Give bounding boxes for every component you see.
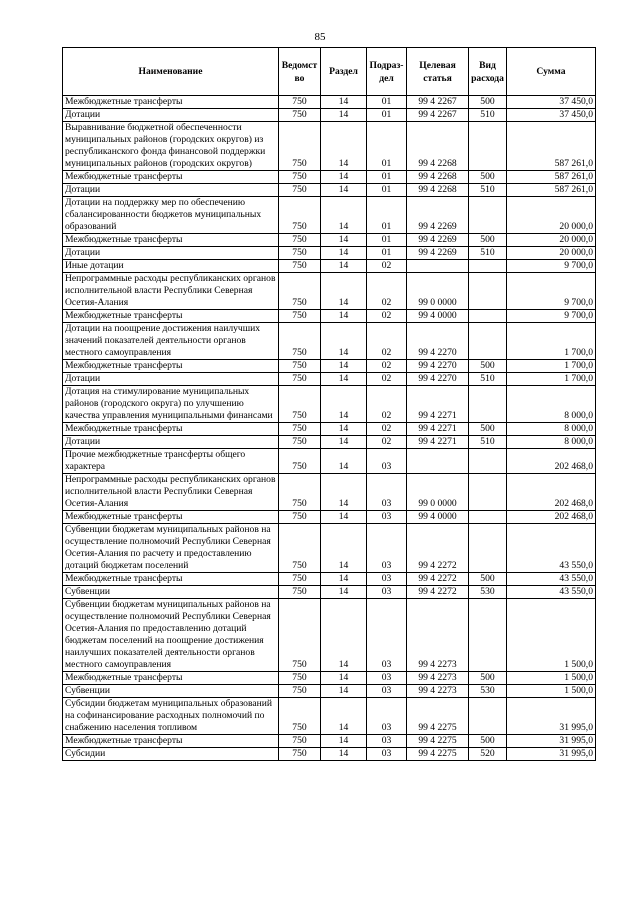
cell-kind: 500	[469, 171, 507, 184]
cell-ministry: 750	[279, 436, 321, 449]
cell-ministry: 750	[279, 260, 321, 273]
cell-subsection: 01	[367, 234, 407, 247]
cell-name: Межбюджетные трансферты	[63, 234, 279, 247]
cell-target: 99 4 0000	[407, 511, 469, 524]
cell-section: 14	[321, 735, 367, 748]
cell-name: Дотации на поддержку мер по обеспечению сбалансированности бюджетов муниципальных образований	[63, 197, 279, 234]
table-row	[63, 735, 596, 748]
cell-section: 14	[321, 436, 367, 449]
cell-target: 99 4 2272	[407, 524, 469, 573]
cell-subsection: 03	[367, 748, 407, 761]
table-row	[63, 96, 596, 109]
cell-section: 14	[321, 685, 367, 698]
cell-target: 99 4 2269	[407, 247, 469, 260]
cell-ministry: 750	[279, 449, 321, 474]
cell-sum: 43 550,0	[507, 573, 596, 586]
cell-kind: 530	[469, 685, 507, 698]
cell-target	[407, 449, 469, 474]
cell-target: 99 4 2268	[407, 122, 469, 171]
cell-section: 14	[321, 273, 367, 310]
cell-ministry: 750	[279, 234, 321, 247]
cell-target: 99 4 2273	[407, 599, 469, 672]
cell-kind: 510	[469, 184, 507, 197]
cell-name: Непрограммные расходы республиканских органов исполнительной власти Республики Северная Осетия-Алания	[63, 474, 279, 511]
cell-ministry: 750	[279, 672, 321, 685]
header-name: Наименование	[63, 48, 279, 96]
cell-name: Дотации на поощрение достижения наилучших значений показателей деятельности органов местного самоуправления	[63, 323, 279, 360]
cell-sum: 1 500,0	[507, 672, 596, 685]
cell-target: 99 4 2272	[407, 586, 469, 599]
cell-name: Межбюджетные трансферты	[63, 672, 279, 685]
cell-name: Субсидии	[63, 748, 279, 761]
table-row	[63, 748, 596, 761]
cell-target: 99 4 2269	[407, 197, 469, 234]
cell-name: Выравнивание бюджетной обеспеченности муниципальных районов (городских округов) из республиканского фонда финансовой поддержки муниципальных районов (городских округов)	[63, 122, 279, 171]
cell-target: 99 4 2268	[407, 171, 469, 184]
cell-sum: 9 700,0	[507, 260, 596, 273]
cell-kind	[469, 310, 507, 323]
page-number: 85	[314, 31, 326, 43]
cell-sum: 31 995,0	[507, 698, 596, 735]
table-header	[63, 48, 596, 96]
cell-subsection: 02	[367, 323, 407, 360]
cell-target: 99 0 0000	[407, 273, 469, 310]
cell-section: 14	[321, 310, 367, 323]
cell-kind: 510	[469, 373, 507, 386]
cell-target: 99 0 0000	[407, 474, 469, 511]
table-row	[63, 386, 596, 423]
cell-target: 99 4 2270	[407, 323, 469, 360]
header-section: Раздел	[321, 48, 367, 96]
table-row	[63, 423, 596, 436]
cell-sum: 20 000,0	[507, 247, 596, 260]
cell-subsection: 03	[367, 599, 407, 672]
table-row	[63, 373, 596, 386]
cell-ministry: 750	[279, 273, 321, 310]
cell-sum: 9 700,0	[507, 273, 596, 310]
cell-sum: 31 995,0	[507, 748, 596, 761]
cell-target: 99 4 0000	[407, 310, 469, 323]
cell-name: Дотации	[63, 373, 279, 386]
cell-subsection: 03	[367, 573, 407, 586]
cell-target: 99 4 2268	[407, 184, 469, 197]
table-row	[63, 474, 596, 511]
budget-table	[62, 47, 596, 761]
cell-subsection: 03	[367, 685, 407, 698]
cell-target: 99 4 2272	[407, 573, 469, 586]
cell-ministry: 750	[279, 573, 321, 586]
header-sum: Сумма	[507, 48, 596, 96]
cell-kind	[469, 323, 507, 360]
cell-target: 99 4 2273	[407, 672, 469, 685]
cell-sum: 1 700,0	[507, 323, 596, 360]
table-row	[63, 685, 596, 698]
cell-ministry: 750	[279, 599, 321, 672]
cell-section: 14	[321, 197, 367, 234]
cell-name: Иные дотации	[63, 260, 279, 273]
cell-target: 99 4 2267	[407, 109, 469, 122]
cell-section: 14	[321, 171, 367, 184]
cell-kind: 500	[469, 360, 507, 373]
cell-ministry: 750	[279, 360, 321, 373]
cell-target: 99 4 2275	[407, 698, 469, 735]
cell-name: Прочие межбюджетные трансферты общего характера	[63, 449, 279, 474]
cell-subsection: 02	[367, 310, 407, 323]
cell-subsection: 03	[367, 511, 407, 524]
cell-name: Непрограммные расходы республиканских органов исполнительной власти Республики Северная Осетия-Алания	[63, 273, 279, 310]
cell-ministry: 750	[279, 423, 321, 436]
cell-name: Субвенции	[63, 685, 279, 698]
cell-name: Межбюджетные трансферты	[63, 511, 279, 524]
cell-kind	[469, 122, 507, 171]
cell-subsection: 03	[367, 524, 407, 573]
cell-name: Субвенции бюджетам муниципальных районов на осуществление полномочий Республики Северная Осетия-Алания по предоставлению дотаций бюджетам поселений на поощрение достижения наилучших показателей деятельности органов местного самоуправления	[63, 599, 279, 672]
cell-subsection: 02	[367, 260, 407, 273]
cell-sum: 587 261,0	[507, 184, 596, 197]
table-row	[63, 323, 596, 360]
cell-sum: 20 000,0	[507, 234, 596, 247]
table-body	[63, 96, 596, 761]
cell-target	[407, 260, 469, 273]
cell-sum: 37 450,0	[507, 96, 596, 109]
cell-ministry: 750	[279, 373, 321, 386]
cell-sum: 202 468,0	[507, 511, 596, 524]
table-row	[63, 599, 596, 672]
cell-kind: 500	[469, 234, 507, 247]
cell-name: Субсидии бюджетам муниципальных образований на софинансирование расходных полномочий по снабжению населения топливом	[63, 698, 279, 735]
table-row	[63, 360, 596, 373]
cell-name: Дотации	[63, 109, 279, 122]
cell-name: Субвенции	[63, 586, 279, 599]
cell-sum: 202 468,0	[507, 474, 596, 511]
cell-target: 99 4 2270	[407, 373, 469, 386]
cell-target: 99 4 2275	[407, 735, 469, 748]
cell-subsection: 03	[367, 672, 407, 685]
cell-section: 14	[321, 586, 367, 599]
cell-target: 99 4 2275	[407, 748, 469, 761]
cell-section: 14	[321, 524, 367, 573]
cell-subsection: 01	[367, 197, 407, 234]
cell-sum: 31 995,0	[507, 735, 596, 748]
table-row	[63, 184, 596, 197]
cell-subsection: 03	[367, 474, 407, 511]
cell-sum: 587 261,0	[507, 171, 596, 184]
cell-kind	[469, 197, 507, 234]
table-row	[63, 273, 596, 310]
cell-ministry: 750	[279, 511, 321, 524]
cell-sum: 587 261,0	[507, 122, 596, 171]
cell-section: 14	[321, 511, 367, 524]
table-row	[63, 234, 596, 247]
cell-name: Межбюджетные трансферты	[63, 573, 279, 586]
cell-sum: 8 000,0	[507, 436, 596, 449]
cell-section: 14	[321, 373, 367, 386]
cell-section: 14	[321, 234, 367, 247]
cell-kind	[469, 449, 507, 474]
cell-kind: 520	[469, 748, 507, 761]
cell-section: 14	[321, 260, 367, 273]
cell-section: 14	[321, 449, 367, 474]
cell-section: 14	[321, 698, 367, 735]
table-row	[63, 449, 596, 474]
cell-name: Дотация на стимулирование муниципальных районов (городского округа) по улучшению качества управления муниципальными финансами	[63, 386, 279, 423]
cell-kind	[469, 474, 507, 511]
cell-subsection: 02	[367, 386, 407, 423]
cell-section: 14	[321, 748, 367, 761]
table-row	[63, 573, 596, 586]
cell-name: Межбюджетные трансферты	[63, 423, 279, 436]
cell-kind: 530	[469, 586, 507, 599]
cell-sum: 37 450,0	[507, 109, 596, 122]
cell-ministry: 750	[279, 171, 321, 184]
cell-section: 14	[321, 96, 367, 109]
cell-ministry: 750	[279, 122, 321, 171]
cell-name: Дотации	[63, 436, 279, 449]
cell-ministry: 750	[279, 323, 321, 360]
table-row	[63, 109, 596, 122]
table-row	[63, 122, 596, 171]
cell-target: 99 4 2270	[407, 360, 469, 373]
table-row	[63, 197, 596, 234]
cell-subsection: 01	[367, 171, 407, 184]
cell-subsection: 02	[367, 273, 407, 310]
table-row	[63, 511, 596, 524]
cell-kind	[469, 260, 507, 273]
cell-subsection: 02	[367, 423, 407, 436]
cell-ministry: 750	[279, 184, 321, 197]
table-row	[63, 171, 596, 184]
cell-ministry: 750	[279, 96, 321, 109]
cell-kind: 500	[469, 573, 507, 586]
header-target: Целевая статья	[407, 48, 469, 96]
cell-target: 99 4 2273	[407, 685, 469, 698]
cell-kind: 500	[469, 672, 507, 685]
cell-subsection: 02	[367, 373, 407, 386]
cell-name: Межбюджетные трансферты	[63, 96, 279, 109]
cell-name: Дотации	[63, 247, 279, 260]
cell-kind: 510	[469, 436, 507, 449]
cell-subsection: 03	[367, 449, 407, 474]
table-row	[63, 586, 596, 599]
header-subsection: Подраз- дел	[367, 48, 407, 96]
cell-section: 14	[321, 423, 367, 436]
cell-sum: 1 500,0	[507, 599, 596, 672]
cell-name: Межбюджетные трансферты	[63, 360, 279, 373]
cell-kind: 500	[469, 423, 507, 436]
cell-name: Межбюджетные трансферты	[63, 171, 279, 184]
cell-subsection: 01	[367, 96, 407, 109]
cell-kind: 500	[469, 735, 507, 748]
cell-subsection: 02	[367, 360, 407, 373]
cell-section: 14	[321, 474, 367, 511]
cell-sum: 43 550,0	[507, 586, 596, 599]
cell-subsection: 01	[367, 247, 407, 260]
cell-sum: 1 700,0	[507, 360, 596, 373]
table-row	[63, 247, 596, 260]
cell-ministry: 750	[279, 735, 321, 748]
cell-sum: 1 700,0	[507, 373, 596, 386]
cell-subsection: 01	[367, 122, 407, 171]
table-row	[63, 672, 596, 685]
cell-name: Межбюджетные трансферты	[63, 735, 279, 748]
cell-section: 14	[321, 109, 367, 122]
cell-section: 14	[321, 672, 367, 685]
cell-subsection: 01	[367, 109, 407, 122]
cell-name: Субвенции бюджетам муниципальных районов на осуществление полномочий Республики Северная Осетия-Алания по расчету и предоставлению дотаций бюджетам поселений	[63, 524, 279, 573]
cell-section: 14	[321, 247, 367, 260]
cell-target: 99 4 2271	[407, 423, 469, 436]
cell-ministry: 750	[279, 685, 321, 698]
cell-kind	[469, 524, 507, 573]
table-row	[63, 698, 596, 735]
cell-ministry: 750	[279, 197, 321, 234]
table-row	[63, 310, 596, 323]
cell-kind	[469, 698, 507, 735]
cell-kind: 510	[469, 109, 507, 122]
table-row	[63, 436, 596, 449]
cell-subsection: 03	[367, 586, 407, 599]
cell-sum: 8 000,0	[507, 423, 596, 436]
table-row	[63, 524, 596, 573]
cell-ministry: 750	[279, 386, 321, 423]
cell-target: 99 4 2269	[407, 234, 469, 247]
cell-kind: 510	[469, 247, 507, 260]
cell-sum: 8 000,0	[507, 386, 596, 423]
cell-ministry: 750	[279, 109, 321, 122]
cell-ministry: 750	[279, 698, 321, 735]
cell-kind: 500	[469, 96, 507, 109]
cell-target: 99 4 2267	[407, 96, 469, 109]
cell-section: 14	[321, 386, 367, 423]
cell-kind	[469, 273, 507, 310]
cell-ministry: 750	[279, 524, 321, 573]
header-kind: Вид расхода	[469, 48, 507, 96]
cell-subsection: 02	[367, 436, 407, 449]
cell-section: 14	[321, 122, 367, 171]
cell-kind	[469, 386, 507, 423]
header-ministry: Ведомст во	[279, 48, 321, 96]
cell-sum: 202 468,0	[507, 449, 596, 474]
cell-section: 14	[321, 323, 367, 360]
cell-section: 14	[321, 573, 367, 586]
cell-ministry: 750	[279, 474, 321, 511]
cell-name: Дотации	[63, 184, 279, 197]
cell-ministry: 750	[279, 586, 321, 599]
cell-name: Межбюджетные трансферты	[63, 310, 279, 323]
cell-sum: 9 700,0	[507, 310, 596, 323]
table-row	[63, 260, 596, 273]
cell-section: 14	[321, 360, 367, 373]
cell-target: 99 4 2271	[407, 436, 469, 449]
cell-sum: 1 500,0	[507, 685, 596, 698]
cell-ministry: 750	[279, 310, 321, 323]
cell-section: 14	[321, 599, 367, 672]
cell-sum: 43 550,0	[507, 524, 596, 573]
cell-ministry: 750	[279, 247, 321, 260]
cell-subsection: 03	[367, 735, 407, 748]
cell-target: 99 4 2271	[407, 386, 469, 423]
cell-section: 14	[321, 184, 367, 197]
cell-kind	[469, 599, 507, 672]
cell-subsection: 03	[367, 698, 407, 735]
cell-kind	[469, 511, 507, 524]
cell-ministry: 750	[279, 748, 321, 761]
cell-subsection: 01	[367, 184, 407, 197]
cell-sum: 20 000,0	[507, 197, 596, 234]
